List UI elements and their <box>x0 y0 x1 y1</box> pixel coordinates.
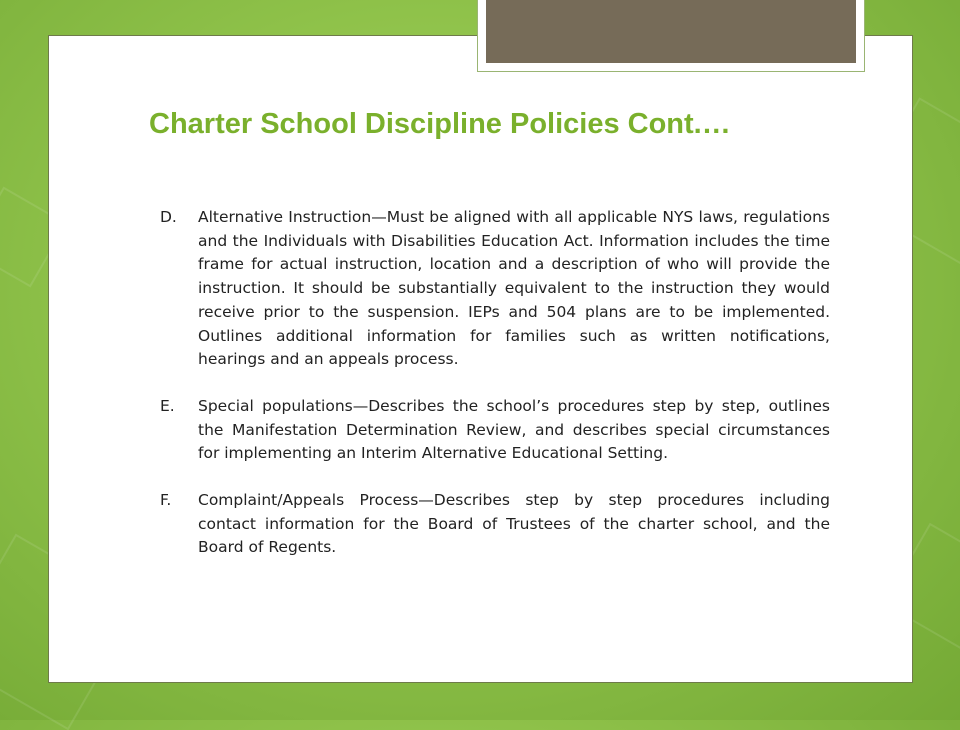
list-text: Complaint/Appeals Process—Describes step by step procedures including contact information for the Board of Trustees of the charter school, and the Board of Regents. <box>198 491 830 557</box>
list-letter: D. <box>160 208 177 226</box>
list-item-d <box>160 206 830 372</box>
list-letter: E. <box>160 396 175 415</box>
header-tab <box>486 0 856 63</box>
slide-body <box>160 206 830 583</box>
list-item-f <box>160 489 830 560</box>
list-item-e <box>160 395 830 466</box>
list-text: Special populations—Describes the school’s procedures step by step, outlines the Manifestation Determination Review, and describes special circumstances for implementing an Interim Alternative Educational Setting. <box>198 396 830 463</box>
slide-title: Charter School Discipline Policies Cont.… <box>149 108 731 140</box>
list-letter: F. <box>160 491 172 510</box>
list-text: Alternative Instruction—Must be aligned with all applicable NYS laws, regulations and the Individuals with Disabilities Education Act. Information includes the time frame for actual instruction, location and a description of who will provide the instruction. It should be substantially equivalent to the instruction they would receive prior to the suspension. IEPs and 504 plans are to be implemented. Outlines additional information for families such as written notifications, hearings and an appeals process. <box>198 208 830 369</box>
